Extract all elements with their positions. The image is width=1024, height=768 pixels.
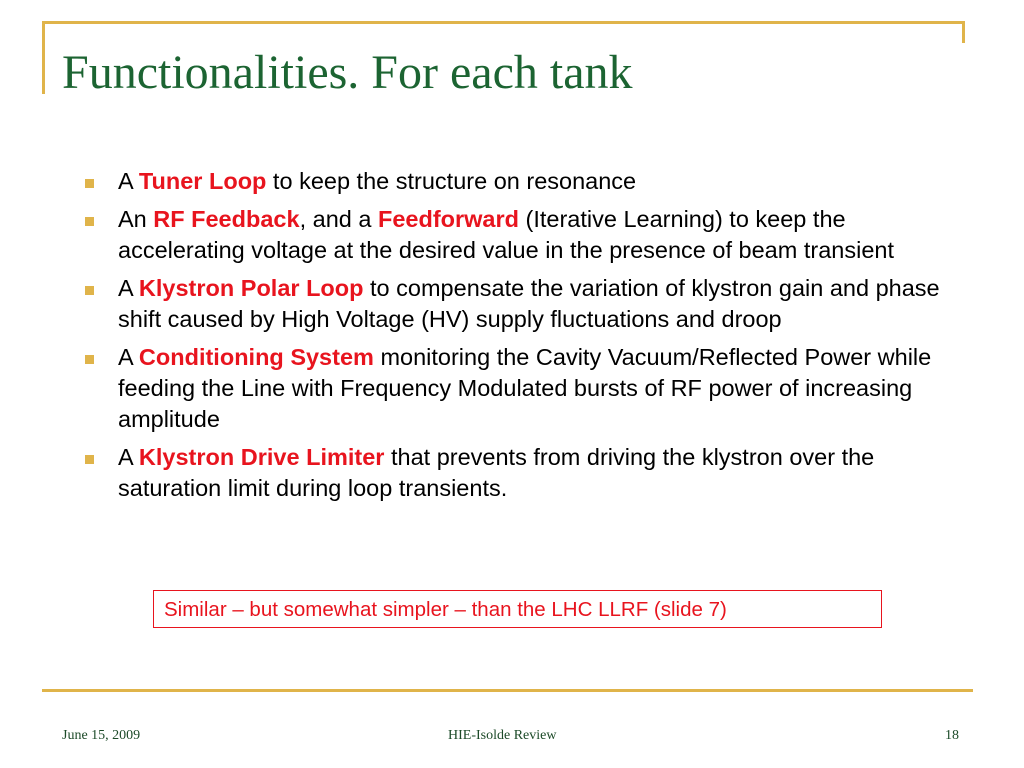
highlight-term: RF Feedback — [153, 206, 300, 232]
highlight-term: Conditioning System — [138, 344, 374, 370]
bullet-text-post: that prevents from driving the klystron over the saturation limit during loop transients. — [118, 444, 875, 501]
bullet-text-mid: , and a — [299, 206, 378, 232]
bullet-text-post: to compensate the variation of klystron gain and phase shift caused by High Voltage (HV) supply fluctuations and droop — [118, 275, 940, 332]
highlight-term-2: Feedforward — [377, 206, 519, 232]
bullet-tuner-loop — [0, 166, 972, 197]
bullet-text-pre: A — [118, 275, 139, 301]
square-bullet-icon — [85, 217, 94, 226]
square-bullet-icon — [85, 455, 94, 464]
frame-line-top — [42, 21, 964, 24]
square-bullet-icon — [85, 179, 94, 188]
bullet-text-post: to keep the structure on resonance — [266, 168, 637, 194]
bullet-list — [0, 166, 972, 511]
bullet-rf-feedback — [0, 204, 972, 266]
footer-date: June 15, 2009 — [62, 728, 141, 743]
bullet-text-post: (Iterative Learning) to keep the accelerating voltage at the desired value in the presence of beam transient — [118, 206, 894, 263]
highlight-term: Klystron Drive Limiter — [138, 444, 385, 470]
bullet-text-pre: An — [118, 206, 154, 232]
bullet-klystron-polar-loop — [0, 273, 972, 335]
bullet-conditioning-system — [0, 342, 972, 435]
square-bullet-icon — [85, 286, 94, 295]
slide-number: 18 — [945, 728, 959, 743]
slide-title: Functionalities. For each tank — [62, 46, 633, 99]
highlight-term: Klystron Polar Loop — [138, 275, 364, 301]
frame-line-left — [42, 21, 45, 94]
footer-title: HIE-Isolde Review — [448, 728, 557, 743]
bullet-text-post: monitoring the Cavity Vacuum/Reflected Power while feeding the Line with Frequency Modulated bursts of RF power of increasing amplitude — [118, 344, 932, 432]
highlight-term: Tuner Loop — [138, 168, 267, 194]
frame-line-bottom — [42, 689, 973, 692]
frame-line-right — [962, 21, 965, 43]
square-bullet-icon — [85, 355, 94, 364]
bullet-text-pre: A — [118, 168, 139, 194]
bullet-text-pre: A — [118, 344, 139, 370]
note-box: Similar – but somewhat simpler – than the LHC LLRF (slide 7) — [153, 590, 882, 628]
bullet-text-pre: A — [118, 444, 139, 470]
bullet-klystron-drive-limiter — [0, 442, 972, 504]
